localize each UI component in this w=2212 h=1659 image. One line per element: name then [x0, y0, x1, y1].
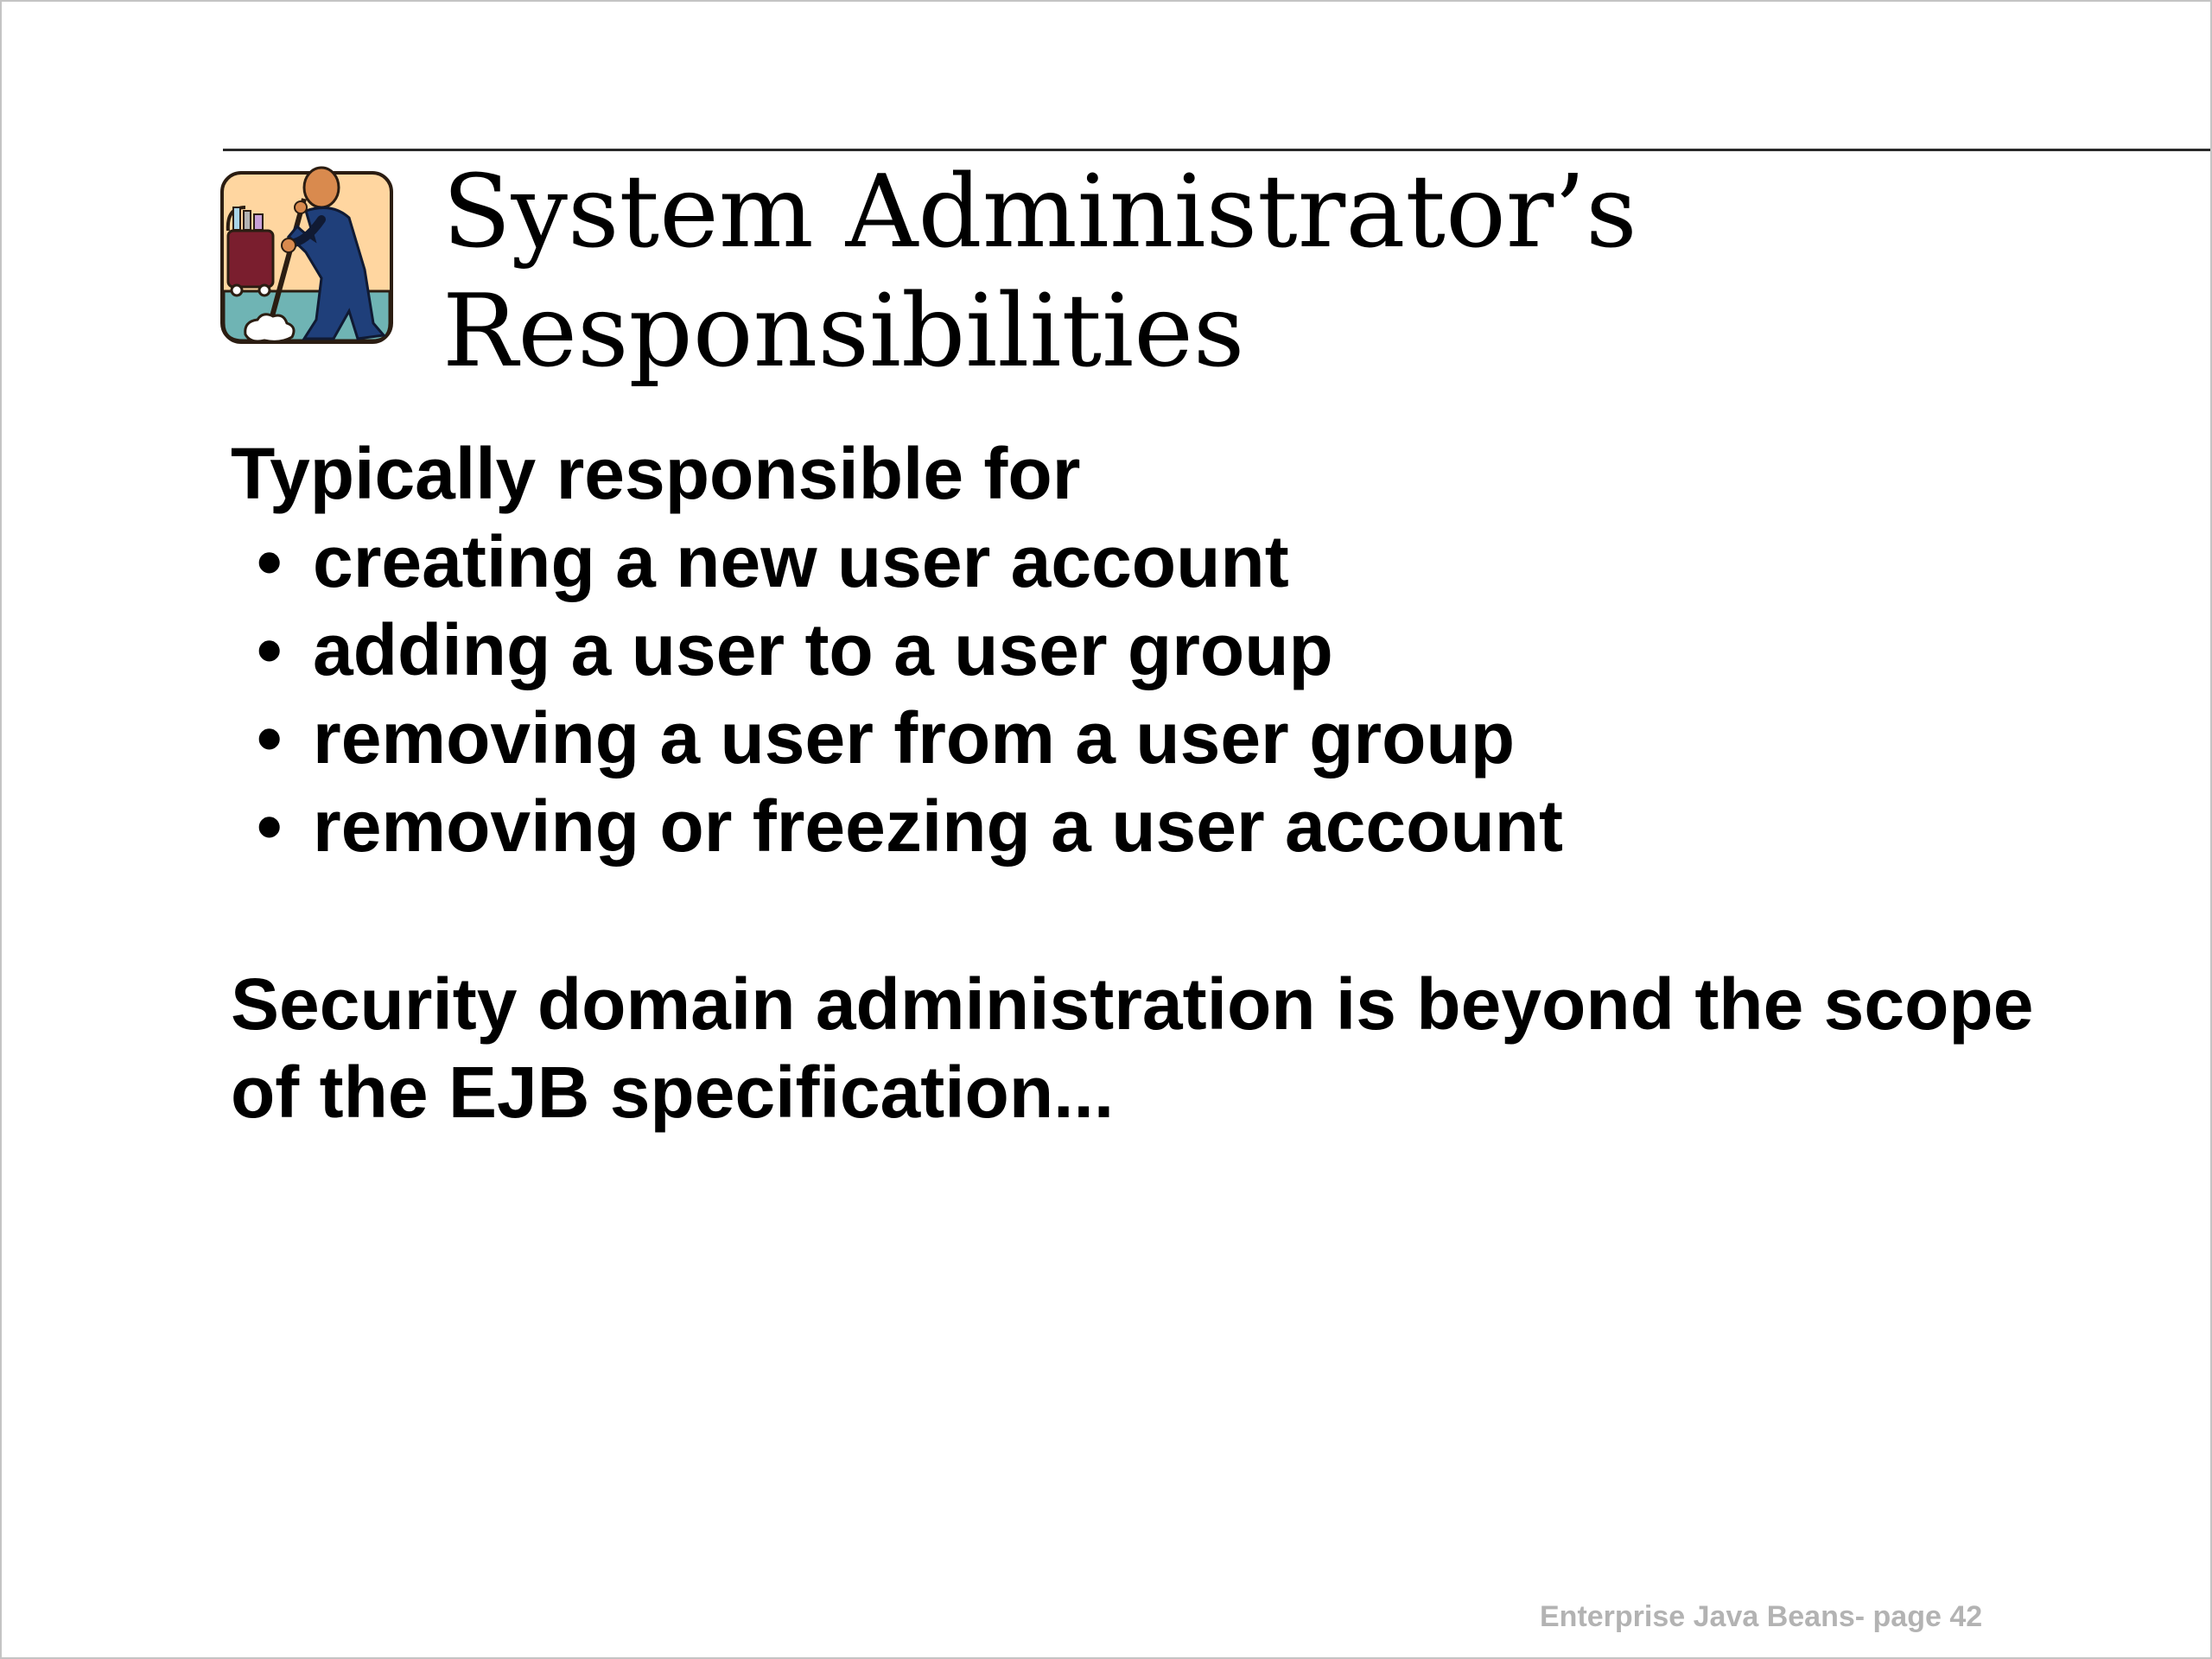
- list-item-text: adding a user to a user group: [313, 609, 1333, 690]
- intro-text: Typically responsible for: [231, 433, 1081, 514]
- scope-note: Security domain administration is beyond the scope of the EJB specification...: [231, 963, 2034, 1133]
- list-item-text: creating a new user account: [313, 521, 1289, 602]
- list-item: [231, 518, 2045, 606]
- slide-title-line-2: Responsibilities: [442, 273, 1245, 390]
- bullet-icon: •: [257, 785, 283, 867]
- title-rule: [223, 149, 2212, 151]
- bullet-icon: •: [257, 697, 283, 779]
- list-item: [231, 782, 2045, 870]
- list-item: [231, 606, 2045, 694]
- slide-body: [231, 429, 2045, 1136]
- janitor-mopping-icon: [219, 166, 397, 352]
- list-item-text: removing a user from a user group: [313, 697, 1516, 779]
- bullet-icon: •: [257, 609, 283, 690]
- list-item-text: removing or freezing a user account: [313, 785, 1564, 867]
- responsibility-list: [231, 518, 2045, 870]
- list-item: [231, 694, 2045, 782]
- page-footer: Enterprise Java Beans- page 42: [1540, 1600, 1983, 1633]
- bullet-icon: •: [257, 521, 283, 602]
- slide-title-line-1: System Administrator’s: [442, 154, 1637, 270]
- slide-title: [442, 153, 1637, 391]
